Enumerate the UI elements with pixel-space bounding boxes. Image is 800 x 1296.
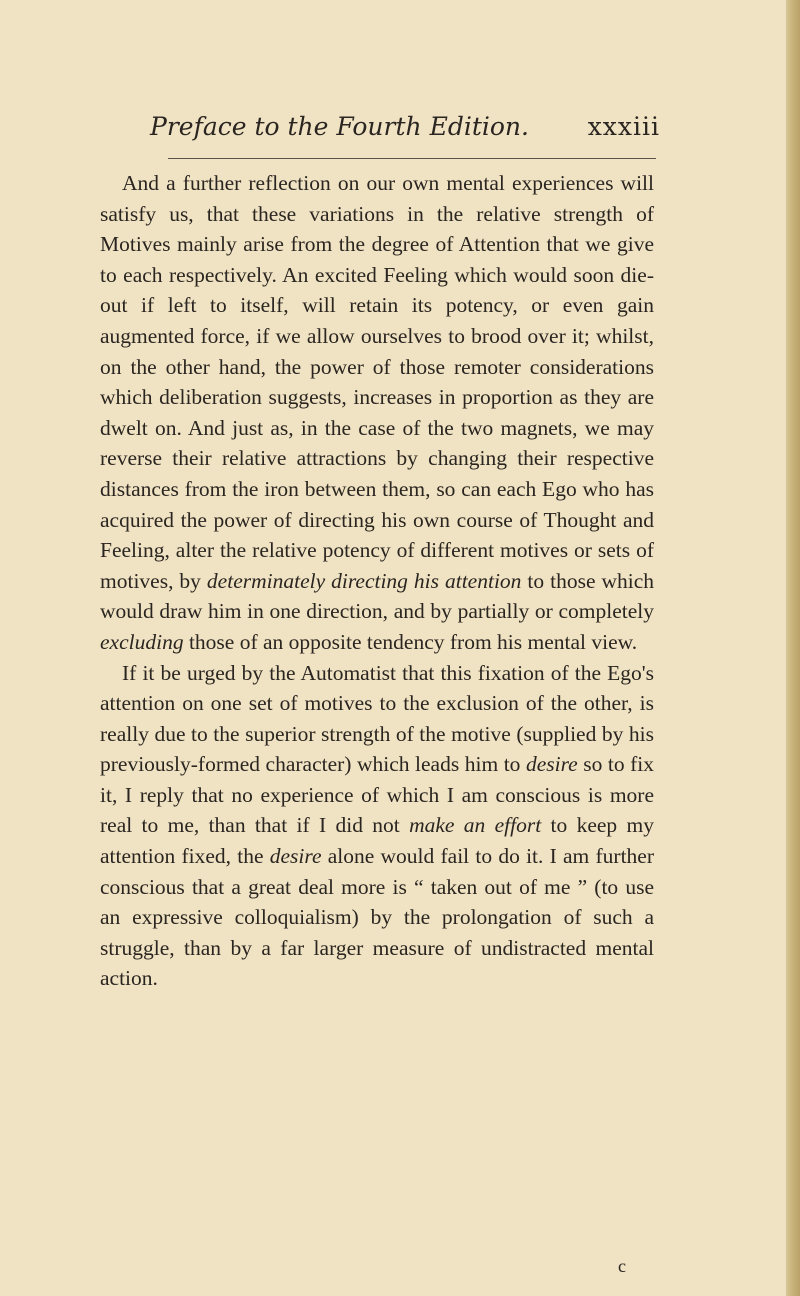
paragraph <box>100 658 654 995</box>
text-run: to keep my attention fixed, the <box>100 813 654 869</box>
text-run: alone would fail to do it. I am further conscious that a great deal more is “ taken out of me ” (to use an expressive colloquialism) by the prolongation of such a struggle, than by a far larger measure of undistracted mental action. <box>100 844 654 991</box>
italic-run: desire <box>269 844 322 869</box>
text-run: to those which would draw him in one direction, and by partially or completely <box>100 568 655 624</box>
page-number: xxxiii <box>587 112 660 141</box>
paragraph <box>100 168 654 658</box>
text-run: And a further reflection on our own mental experiences will satisfy us, that these variations in the relative strength of Motives mainly arise from the degree of Attention that we give to each respectively. An excited Feeling which would soon die-out if left to itself, will retain its potency, or even gain augmented force, if we allow ourselves to brood over it; whilst, on the other hand, the power of those remoter considerations which deliberation suggests, increases in proportion as they are dwelt on. And just as, in the case of the two magnets, we may reverse their relative attractions by changing their respective distances from the iron between them, so can each Ego who has acquired the power of directing his own course of Thought and Feeling, alter the relative potency of different motives or sets of motives, by <box>100 171 654 593</box>
italic-run: desire <box>525 752 578 777</box>
italic-run: make an effort <box>409 813 542 838</box>
italic-run: determinately directing his attention <box>206 568 522 593</box>
running-head-title: Preface to the Fourth Edition. <box>150 112 529 141</box>
body-text <box>100 168 654 994</box>
text-run: those of an opposite tendency from his mental view. <box>183 629 638 654</box>
signature-mark: c <box>618 1256 626 1276</box>
page-edge <box>786 0 800 1296</box>
text-run: so to fix it, I reply that no experience of which I am conscious is more real to me, than that if I did not <box>100 752 654 838</box>
header-rule <box>168 158 656 159</box>
italic-run: excluding <box>100 629 184 654</box>
text-run: If it be urged by the Automatist that this fixation of the Ego's attention on one set of motives to the exclusion of the other, is really due to the superior strength of the motive (supplied by his previously-formed character) which leads him to <box>100 660 654 777</box>
